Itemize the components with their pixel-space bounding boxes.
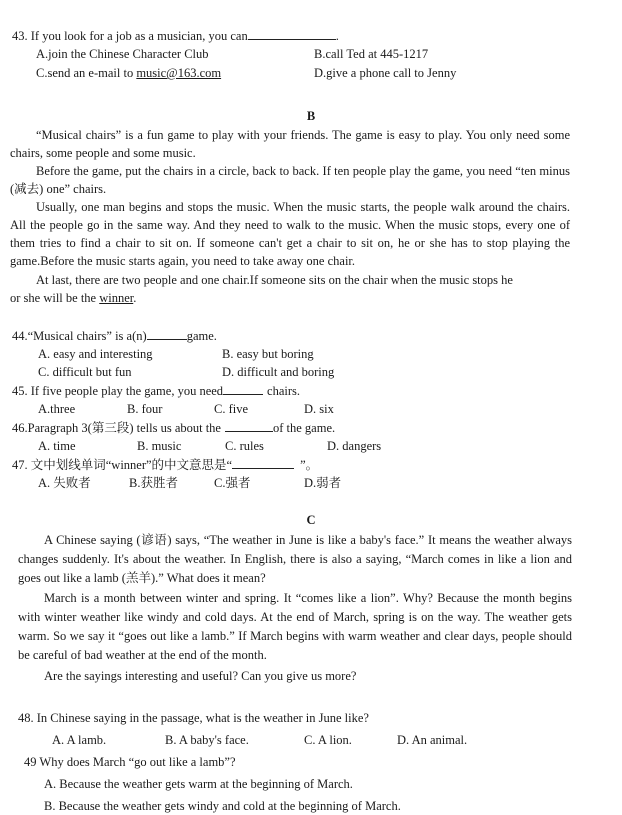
q43-option-c: C.send an e-mail to music@163.com [36, 66, 222, 80]
section-b-heading: B [306, 109, 316, 123]
answer-blank [147, 327, 187, 340]
section-b-paragraph-1: “Musical chairs” is a fun game to play with your friends. The game is easy to play. You only need some chairs, some people and some music. [10, 128, 570, 160]
q43-option-a: A.join the Chinese Character Club [36, 47, 209, 61]
q43-option-b: B.call Ted at 445-1217 [314, 47, 429, 61]
q45-option-b: B. four [127, 402, 163, 416]
q43-option-d: D.give a phone call to Jenny [314, 66, 457, 80]
q45-option-c: C. five [214, 402, 249, 416]
section-b-paragraph-3: Usually, one man begins and stops the music. When the music starts, the people walk around the chairs. All the people go in the same way. And they need to walk to the music. When the music stops, every one of them tries to find a chair to sit on. If someone can't get a chair to sit on, he or she has to stop playing the game.Before the music starts again, you need to take away one chair. [10, 200, 570, 268]
q44-option-b: B. easy but boring [222, 347, 314, 361]
underlined-word: winner [99, 291, 134, 305]
q47-option-a: A. 失败者 [38, 476, 91, 490]
question-47-stem: 47. 文中划线单词“winner”的中文意思是“ ”。 [12, 458, 319, 472]
q49-option-a: A. Because the weather gets warm at the beginning of March. [44, 777, 353, 791]
q48-option-b: B. A baby's face. [165, 733, 249, 747]
q45-option-a: A.three [38, 402, 76, 416]
question-49-stem: 49 Why does March “go out like a lamb”? [24, 755, 236, 769]
q48-option-c: C. A lion. [304, 733, 352, 747]
q44-option-d: D. difficult and boring [222, 365, 335, 379]
section-c-paragraph-3: Are the sayings interesting and useful? Can you give us more? [44, 669, 357, 683]
answer-blank [225, 419, 273, 432]
q44-option-a: A. easy and interesting [38, 347, 153, 361]
section-c-heading: C [306, 513, 316, 527]
q49-option-b: B. Because the weather gets windy and cold at the beginning of March. [44, 799, 401, 813]
question-43-stem: 43. If you look for a job as a musician, you can . [12, 29, 339, 43]
q47-option-c: C.强者 [214, 476, 251, 490]
section-b-paragraph-4-line-2: or she will be the winner. [10, 291, 137, 305]
q46-option-a: A. time [38, 439, 76, 453]
q44-option-c: C. difficult but fun [38, 365, 132, 379]
question-46-stem: 46.Paragraph 3(第三段) tells us about the of the game. [12, 421, 336, 435]
q45-option-d: D. six [304, 402, 334, 416]
answer-blank [223, 382, 263, 395]
q47-option-b: B.获胜者 [129, 476, 178, 490]
q48-option-a: A. A lamb. [52, 733, 107, 747]
section-b-paragraph-2: Before the game, put the chairs in a circle, back to back. If ten people play the game, you need “ten minus (减去) one” chairs. [10, 164, 570, 196]
q46-option-d: D. dangers [327, 439, 382, 453]
q46-option-b: B. music [137, 439, 182, 453]
answer-blank [232, 456, 294, 469]
answer-blank [248, 27, 336, 40]
section-c-paragraph-2: March is a month between winter and spring. It “comes like a lion”. Why? Because the month begins with winter weather like windy and cold days. At the end of March, spring is on the way. The weather gets warm. So we say it “goes out like a lamb.” If March begins with warm weather and clear days, people should be careful of bad weather at the end of the month. [18, 591, 572, 662]
q48-option-d: D. An animal. [397, 733, 468, 747]
question-45-stem: 45. If five people play the game, you need chairs. [12, 384, 301, 398]
question-44-stem: 44.“Musical chairs” is a(n) game. [12, 329, 217, 343]
question-48-stem: 48. In Chinese saying in the passage, what is the weather in June like? [18, 711, 369, 725]
q47-option-d: D.弱者 [304, 476, 342, 490]
section-c-paragraph-1: A Chinese saying (谚语) says, “The weather in June is like a baby's face.” It means the weather always changes suddenly. It's about the weather. In English, there is also a saying, “March comes in like a lion and goes out like a lamb (羔羊).” What does it mean? [18, 533, 572, 585]
email-link: music@163.com [136, 66, 222, 80]
q46-option-c: C. rules [225, 439, 264, 453]
section-b-paragraph-4-line-1: At last, there are two people and one chair.If someone sits on the chair when the music stops he [36, 273, 513, 287]
